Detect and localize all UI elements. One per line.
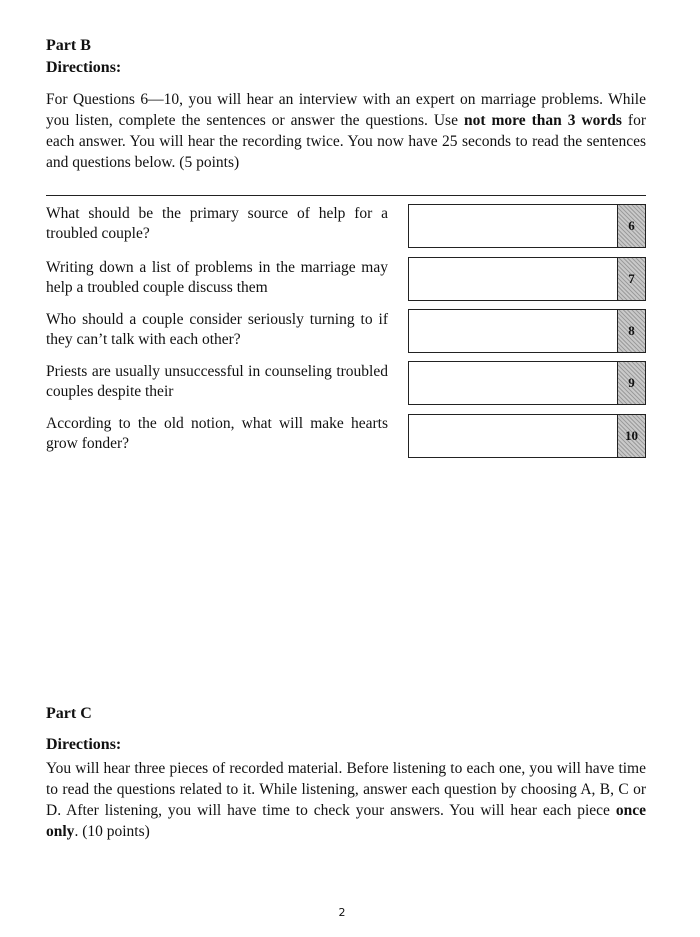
answer-box-10[interactable] bbox=[408, 414, 646, 458]
answer-box-8[interactable] bbox=[408, 309, 646, 353]
part-c-directions-bold: once only bbox=[46, 802, 646, 840]
question-number-9: 9 bbox=[617, 362, 645, 404]
part-c-directions-text-2: . (10 points) bbox=[74, 823, 150, 840]
page-number: 2 bbox=[338, 906, 346, 919]
answer-box-6[interactable] bbox=[408, 204, 646, 248]
question-number-7: 7 bbox=[617, 258, 645, 300]
part-c-directions-label: Directions: bbox=[46, 736, 122, 753]
question-number-6: 6 bbox=[617, 205, 645, 247]
part-b-directions-text-2: for each answer. You will hear the recording twice. You now have 25 seconds to read the sentences and questions below. (5 points) bbox=[46, 112, 646, 171]
question-8-text: Who should a couple consider seriously turning to if they can’t talk with each other? bbox=[46, 311, 388, 348]
question-number-8: 8 bbox=[617, 310, 645, 352]
part-b-directions-label: Directions: bbox=[46, 59, 122, 76]
part-b-title: Part B bbox=[46, 37, 91, 54]
question-number-10: 10 bbox=[617, 415, 645, 457]
answer-box-7[interactable] bbox=[408, 257, 646, 301]
question-9-text: Priests are usually unsuccessful in counseling troubled couples despite their bbox=[46, 363, 388, 400]
part-c-directions-text-1: You will hear three pieces of recorded material. Before listening to each one, you will have time to read the questions related to it. While listening, answer each question by choosing A, B, C or D. After listening, you will have time to check your answers. You will hear each piece bbox=[46, 760, 646, 819]
part-b-directions bbox=[46, 89, 646, 173]
part-b-directions-text-1: For Questions 6—10, you will hear an interview with an expert on marriage problems. While you listen, complete the sentences or answer the questions. Use bbox=[46, 91, 646, 129]
answer-box-9[interactable] bbox=[408, 361, 646, 405]
section-divider bbox=[46, 195, 646, 196]
question-7-text: Writing down a list of problems in the marriage may help a troubled couple discuss them bbox=[46, 259, 388, 296]
question-6-text: What should be the primary source of help for a troubled couple? bbox=[46, 205, 388, 242]
question-10-text: According to the old notion, what will make hearts grow fonder? bbox=[46, 415, 388, 452]
part-c-title: Part C bbox=[46, 705, 92, 722]
part-b-directions-bold: not more than 3 words bbox=[463, 112, 622, 129]
part-c-directions bbox=[46, 758, 646, 842]
